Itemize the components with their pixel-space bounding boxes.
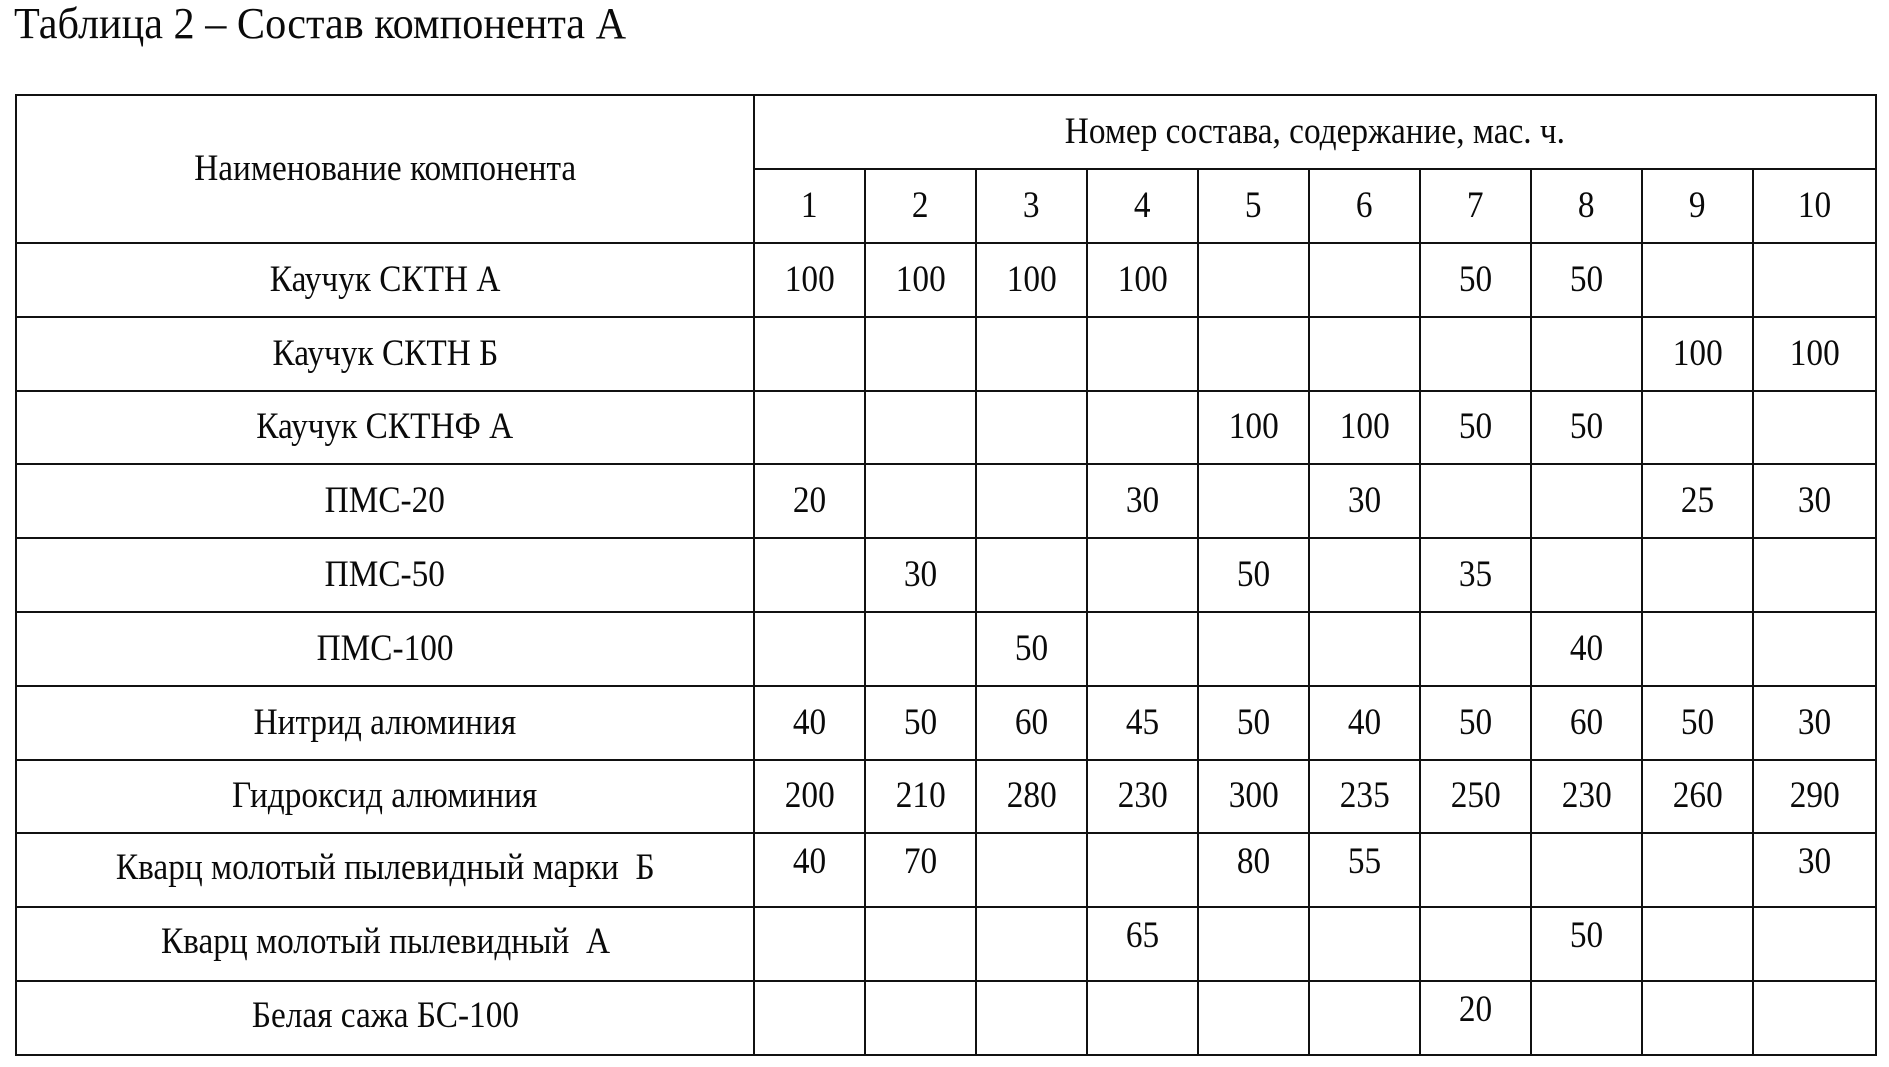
value-cell: [1753, 833, 1876, 907]
value: 50: [903, 701, 938, 743]
value: 260: [1672, 775, 1723, 817]
value-cell: [754, 538, 865, 612]
value-cell: [1309, 391, 1420, 465]
value-cell: [1309, 464, 1420, 538]
column-header-number-text: 6: [1356, 185, 1373, 226]
component-name-cell: [16, 464, 754, 538]
value-cell: [1642, 833, 1753, 907]
column-header-number: [1420, 169, 1531, 243]
value-cell: [1642, 391, 1753, 465]
column-header-number-text: 2: [912, 185, 929, 226]
value-cell: [976, 464, 1087, 538]
value: 50: [1680, 701, 1715, 743]
value-cell: [865, 538, 976, 612]
value: 35: [1458, 554, 1493, 596]
value-cell: [1087, 391, 1198, 465]
value-cell: [865, 833, 976, 907]
value-cell: [754, 833, 865, 907]
component-name: ПМС-50: [324, 554, 446, 596]
column-header-number: [1753, 169, 1876, 243]
column-header-number-text: 8: [1578, 185, 1595, 226]
component-name-cell: [16, 243, 754, 317]
table-row: [16, 538, 1876, 612]
value-cell: [1198, 538, 1309, 612]
table-row: [16, 907, 1876, 981]
component-name: Кварц молотый пылевидный А: [160, 921, 610, 963]
column-header-number: [976, 169, 1087, 243]
value-cell: [1309, 612, 1420, 686]
value: 65: [1125, 915, 1160, 957]
value-cell: [1753, 391, 1876, 465]
value-cell: [865, 612, 976, 686]
table-row: [16, 243, 1876, 317]
component-name: Гидроксид алюминия: [232, 775, 538, 817]
value-cell: [1642, 686, 1753, 760]
component-name-cell: [16, 686, 754, 760]
value-cell: [865, 686, 976, 760]
value-cell: [1531, 391, 1642, 465]
value-cell: [1753, 317, 1876, 391]
column-header-group-text: Номер состава, содержание, мас. ч.: [1064, 111, 1566, 152]
value: 210: [895, 775, 946, 817]
value-cell: [976, 317, 1087, 391]
component-name-cell: [16, 391, 754, 465]
value-cell: [976, 391, 1087, 465]
value: 100: [784, 258, 835, 300]
column-header-number: [1198, 169, 1309, 243]
table-row: [16, 612, 1876, 686]
value: 30: [1347, 480, 1382, 522]
value-cell: [1642, 612, 1753, 686]
value-cell: [754, 981, 865, 1055]
value: 30: [903, 554, 938, 596]
table-caption: Таблица 2 – Состав компонента А: [14, 0, 627, 48]
column-header-number-text: 4: [1134, 185, 1151, 226]
column-header-number-text: 3: [1023, 185, 1040, 226]
value-cell: [1531, 612, 1642, 686]
column-header-number: [754, 169, 865, 243]
value-cell: [1753, 243, 1876, 317]
value: 30: [1797, 841, 1832, 883]
value-cell: [1198, 391, 1309, 465]
value-cell: [1087, 317, 1198, 391]
value: 30: [1797, 480, 1832, 522]
value-cell: [1642, 538, 1753, 612]
value: 50: [1569, 406, 1604, 448]
column-header-number: [1642, 169, 1753, 243]
component-name: Каучук СКТНФ А: [256, 406, 514, 448]
column-header-component-name-text: Наименование компонента: [194, 148, 576, 189]
column-header-number-text: 7: [1467, 185, 1484, 226]
component-name: Каучук СКТН Б: [272, 332, 498, 374]
component-name: Нитрид алюминия: [253, 701, 517, 743]
value-cell: [1531, 538, 1642, 612]
value: 20: [1458, 988, 1493, 1030]
component-name-cell: [16, 833, 754, 907]
value-cell: [1642, 981, 1753, 1055]
value-cell: [754, 317, 865, 391]
value-cell: [1420, 317, 1531, 391]
value-cell: [754, 760, 865, 834]
value-cell: [1198, 833, 1309, 907]
component-name-cell: [16, 760, 754, 834]
header-row-group: [16, 95, 1876, 169]
value-cell: [976, 981, 1087, 1055]
value-cell: [976, 833, 1087, 907]
value: 40: [792, 701, 827, 743]
value: 50: [1569, 258, 1604, 300]
value-cell: [1420, 464, 1531, 538]
value: 70: [903, 841, 938, 883]
value: 40: [1347, 701, 1382, 743]
column-header-number-text: 10: [1797, 185, 1832, 226]
value-cell: [754, 907, 865, 981]
column-header-number-text: 5: [1245, 185, 1262, 226]
value-cell: [1420, 981, 1531, 1055]
component-name: Белая сажа БС-100: [251, 994, 519, 1036]
table-row: [16, 686, 1876, 760]
value-cell: [1531, 907, 1642, 981]
value: 55: [1347, 841, 1382, 883]
value-cell: [1531, 833, 1642, 907]
value: 280: [1006, 775, 1057, 817]
value-cell: [1753, 464, 1876, 538]
value: 50: [1458, 701, 1493, 743]
value-cell: [1753, 981, 1876, 1055]
value-cell: [754, 686, 865, 760]
value-cell: [1309, 317, 1420, 391]
value-cell: [865, 907, 976, 981]
value-cell: [1753, 538, 1876, 612]
value: 290: [1789, 775, 1840, 817]
value-cell: [754, 612, 865, 686]
column-header-number: [865, 169, 976, 243]
column-header-number: [1531, 169, 1642, 243]
value-cell: [1309, 833, 1420, 907]
value-cell: [754, 243, 865, 317]
value-cell: [1531, 760, 1642, 834]
value-cell: [1642, 243, 1753, 317]
value-cell: [754, 464, 865, 538]
value-cell: [1309, 907, 1420, 981]
table-row: [16, 391, 1876, 465]
value: 20: [792, 480, 827, 522]
column-header-number-text: 9: [1689, 185, 1706, 226]
value-cell: [1198, 612, 1309, 686]
value: 50: [1236, 554, 1271, 596]
value-cell: [1087, 538, 1198, 612]
value-cell: [865, 981, 976, 1055]
value: 230: [1561, 775, 1612, 817]
value: 50: [1458, 258, 1493, 300]
table-row: [16, 833, 1876, 907]
value-cell: [976, 907, 1087, 981]
value: 80: [1236, 841, 1271, 883]
value-cell: [1309, 760, 1420, 834]
column-header-number-text: 1: [801, 185, 818, 226]
value-cell: [1420, 760, 1531, 834]
column-header-component-name: [16, 95, 754, 243]
component-name-cell: [16, 907, 754, 981]
value-cell: [1198, 464, 1309, 538]
value: 200: [784, 775, 835, 817]
value: 100: [1006, 258, 1057, 300]
component-name: ПМС-100: [316, 627, 454, 669]
value-cell: [1753, 612, 1876, 686]
value-cell: [1642, 907, 1753, 981]
component-name-cell: [16, 612, 754, 686]
value-cell: [1642, 464, 1753, 538]
value-cell: [1420, 907, 1531, 981]
value-cell: [1309, 538, 1420, 612]
value-cell: [1642, 760, 1753, 834]
value-cell: [865, 464, 976, 538]
value-cell: [976, 612, 1087, 686]
value-cell: [1087, 464, 1198, 538]
value-cell: [1087, 981, 1198, 1055]
value-cell: [976, 760, 1087, 834]
value-cell: [976, 243, 1087, 317]
table-row: [16, 760, 1876, 834]
value: 230: [1117, 775, 1168, 817]
value-cell: [1087, 612, 1198, 686]
value-cell: [1087, 686, 1198, 760]
value: 60: [1569, 701, 1604, 743]
value-cell: [1309, 686, 1420, 760]
value-cell: [1198, 981, 1309, 1055]
value: 25: [1680, 480, 1715, 522]
value-cell: [1531, 981, 1642, 1055]
value: 100: [1672, 332, 1723, 374]
column-header-number: [1087, 169, 1198, 243]
value: 100: [1789, 332, 1840, 374]
value-cell: [1753, 760, 1876, 834]
value: 235: [1339, 775, 1390, 817]
value-cell: [1420, 686, 1531, 760]
value-cell: [1753, 907, 1876, 981]
component-name: Каучук СКТН А: [269, 258, 501, 300]
value-cell: [865, 760, 976, 834]
value-cell: [1198, 243, 1309, 317]
component-name-cell: [16, 538, 754, 612]
value: 300: [1228, 775, 1279, 817]
value: 50: [1236, 701, 1271, 743]
value: 30: [1797, 701, 1832, 743]
value-cell: [1087, 760, 1198, 834]
value-cell: [1531, 317, 1642, 391]
value: 60: [1014, 701, 1049, 743]
value-cell: [1420, 612, 1531, 686]
value-cell: [976, 538, 1087, 612]
component-name-cell: [16, 317, 754, 391]
value: 50: [1014, 627, 1049, 669]
column-header-group: [754, 95, 1876, 169]
value-cell: [1420, 243, 1531, 317]
value: 30: [1125, 480, 1160, 522]
value: 40: [1569, 627, 1604, 669]
component-name: ПМС-20: [324, 480, 446, 522]
value-cell: [865, 317, 976, 391]
value-cell: [1198, 907, 1309, 981]
value-cell: [1531, 686, 1642, 760]
value: 250: [1450, 775, 1501, 817]
value-cell: [1087, 907, 1198, 981]
value: 40: [792, 841, 827, 883]
value-cell: [865, 243, 976, 317]
value: 100: [1339, 406, 1390, 448]
value-cell: [1642, 317, 1753, 391]
value-cell: [1531, 243, 1642, 317]
value-cell: [1198, 317, 1309, 391]
value-cell: [1198, 760, 1309, 834]
value: 100: [1228, 406, 1279, 448]
value-cell: [1309, 981, 1420, 1055]
component-name: Кварц молотый пылевидный марки Б: [115, 847, 655, 889]
value: 50: [1569, 915, 1604, 957]
value-cell: [1087, 243, 1198, 317]
table-row: [16, 317, 1876, 391]
value-cell: [1198, 686, 1309, 760]
composition-table: [15, 94, 1877, 1056]
component-name-cell: [16, 981, 754, 1055]
value-cell: [1753, 686, 1876, 760]
value-cell: [976, 686, 1087, 760]
value: 50: [1458, 406, 1493, 448]
value-cell: [1420, 833, 1531, 907]
value: 100: [895, 258, 946, 300]
table-row: [16, 981, 1876, 1055]
value-cell: [865, 391, 976, 465]
value-cell: [1420, 391, 1531, 465]
column-header-number: [1309, 169, 1420, 243]
value-cell: [754, 391, 865, 465]
value: 45: [1125, 701, 1160, 743]
value-cell: [1420, 538, 1531, 612]
value: 100: [1117, 258, 1168, 300]
table-row: [16, 464, 1876, 538]
value-cell: [1309, 243, 1420, 317]
value-cell: [1531, 464, 1642, 538]
value-cell: [1087, 833, 1198, 907]
